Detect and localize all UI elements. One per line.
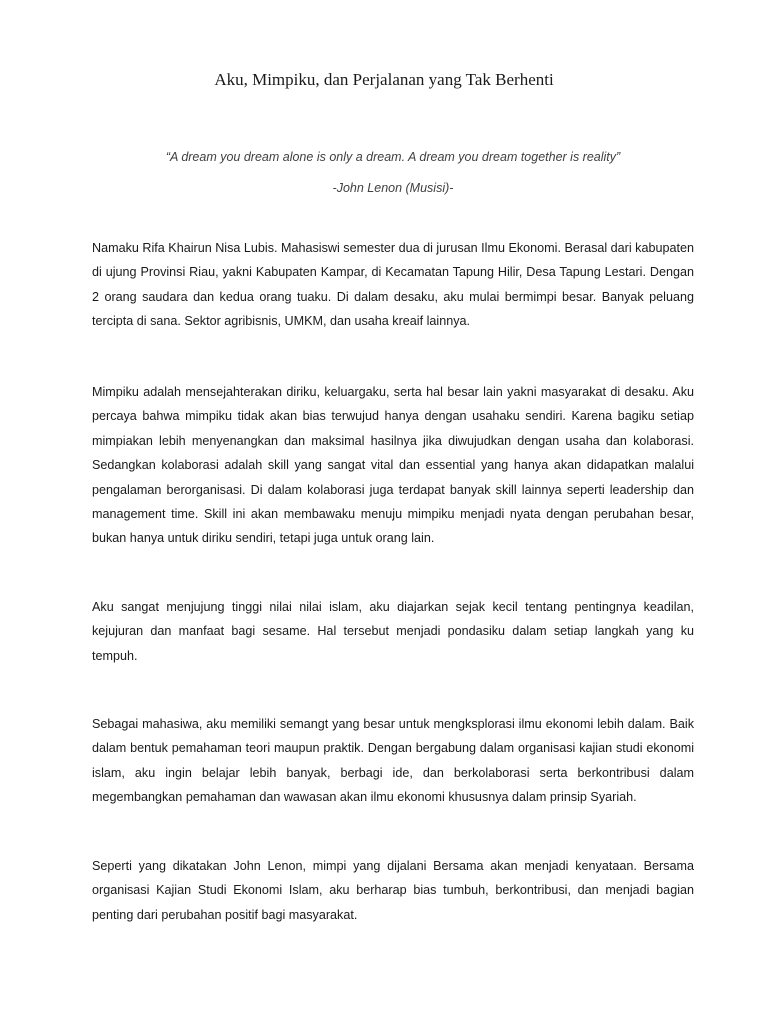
body-paragraph: Mimpiku adalah mensejahterakan diriku, keluargaku, serta hal besar lain yakni masyarakat di desaku. Aku percaya bahwa mimpiku tidak akan bias terwujud hanya dengan usahaku sendiri. Karena bagiku setiap mimpiakan lebih menyenangkan dan maksimal hasilnya jika diwujudkan dengan usaha dan kolaborasi. Sedangkan kolaborasi adalah skill yang sangat vital dan essential yang hanya akan didapatkan malalui pengalaman berorganisasi. Di dalam kolaborasi juga terdapat banyak skill lainnya seperti leadership dan management time. Skill ini akan membawaku menuju mimpiku menjadi nyata dengan perubahan besar, bukan hanya untuk diriku sendiri, tetapi juga untuk orang lain. bbox=[92, 385, 694, 546]
epigraph-author: -John Lenon (Musisi)- bbox=[332, 181, 454, 195]
body-paragraph: Seperti yang dikatakan John Lenon, mimpi yang dijalani Bersama akan menjadi kenyataan. Bersama organisasi Kajian Studi Ekonomi Islam, aku berharap bias tumbuh, berkontribusi, dan menjadi bagian penting dari perubahan positif bagi masyarakat. bbox=[92, 859, 694, 922]
document-title: Aku, Mimpiku, dan Perjalanan yang Tak Berhenti bbox=[214, 70, 554, 89]
body-paragraph: Sebagai mahasiwa, aku memiliki semangt yang besar untuk mengksplorasi ilmu ekonomi lebih dalam. Baik dalam bentuk pemahaman teori maupun praktik. Dengan bergabung dalam organisasi kajian studi ekonomi islam, aku ingin belajar lebih banyak, berbagi ide, dan berkolaborasi serta berkontribusi dalam megembangkan pemahaman dan wawasan akan ilmu ekonomi khususnya dalam prinsip Syariah. bbox=[92, 717, 694, 805]
body-paragraph: Aku sangat menjujung tinggi nilai nilai islam, aku diajarkan sejak kecil tentang pentingnya keadilan, kejujuran dan manfaat bagi sesame. Hal tersebut menjadi pondasiku dalam setiap langkah yang ku tempuh. bbox=[92, 600, 694, 663]
body-paragraph: Namaku Rifa Khairun Nisa Lubis. Mahasiswi semester dua di jurusan Ilmu Ekonomi. Berasal dari kabupaten di ujung Provinsi Riau, yakni Kabupaten Kampar, di Kecamatan Tapung Hilir, Desa Tapung Lestari. Dengan 2 orang saudara dan kedua orang tuaku. Di dalam desaku, aku mulai bermimpi besar. Banyak peluang tercipta di sana. Sektor agribisnis, UMKM, dan usaha kreaif lainnya. bbox=[92, 241, 694, 329]
epigraph-quote: “A dream you dream alone is only a dream. A dream you dream together is reality” bbox=[165, 150, 621, 164]
